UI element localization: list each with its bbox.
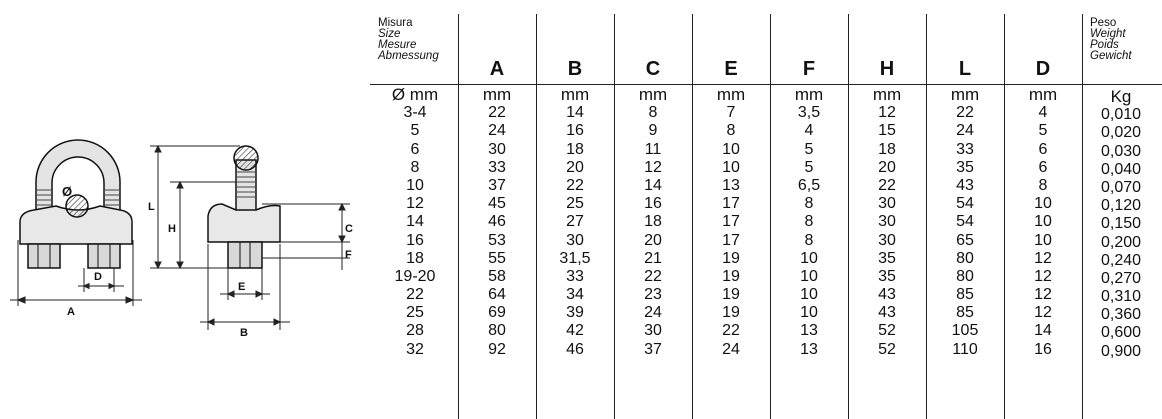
nut-right — [88, 244, 120, 268]
table-cell: 22 — [566, 176, 584, 194]
table-cell: 10 — [800, 286, 818, 304]
table-cell: 55 — [488, 249, 506, 267]
unit-cell: mm — [638, 85, 668, 104]
table-cell: 8 — [410, 158, 420, 176]
size-column — [376, 86, 454, 359]
table-cell: 42 — [566, 322, 584, 340]
header-size-it: Misura — [378, 17, 413, 29]
header-H: H — [879, 58, 895, 80]
table-cell: 12 — [1034, 267, 1052, 285]
header-weight-it: Peso — [1090, 17, 1117, 29]
table-cell: 16 — [1034, 340, 1052, 358]
table-cell: 52 — [878, 322, 896, 340]
table-cell: 12 — [1034, 304, 1052, 322]
table-cell: 3-4 — [403, 104, 427, 122]
table-cell: 0,310 — [1100, 288, 1142, 306]
table-cell: 0,010 — [1100, 106, 1142, 124]
table-cell: 22 — [644, 267, 662, 285]
unit-cell: mm — [482, 85, 512, 104]
unit-cell: mm — [794, 85, 824, 104]
table-cell: 18 — [878, 140, 896, 158]
dimension-F-label: F — [345, 249, 352, 261]
table-cell: 5 — [804, 158, 814, 176]
header-D: D — [1035, 58, 1051, 80]
table-cell: 0,600 — [1100, 324, 1142, 342]
table-cell: 0,040 — [1100, 160, 1142, 178]
table-cell: 0,240 — [1100, 251, 1142, 269]
table-cell: 110 — [952, 340, 978, 358]
table-cell: 19 — [722, 286, 740, 304]
header-weight-de: Gewicht — [1090, 50, 1132, 62]
unit-cell: Kg — [1110, 87, 1132, 106]
table-cell: 8 — [726, 122, 736, 140]
table-cell: 0,030 — [1100, 142, 1142, 160]
dimension-table — [370, 14, 1162, 419]
D-column — [1004, 86, 1082, 359]
dimension-H-label: H — [168, 223, 176, 235]
table-cell: 8 — [1038, 176, 1048, 194]
table-cell: 19 — [722, 249, 740, 267]
table-cell: 5 — [804, 140, 814, 158]
table-cell: 45 — [488, 195, 506, 213]
header-B: B — [567, 58, 583, 80]
table-cell: 85 — [956, 304, 974, 322]
table-cell: 10 — [722, 158, 740, 176]
table-cell: 0,070 — [1100, 178, 1142, 196]
E-column — [692, 86, 770, 359]
table-cell: 15 — [878, 122, 896, 140]
table-cell: 10 — [1034, 213, 1052, 231]
table-cell: 22 — [878, 176, 896, 194]
table-cell: 30 — [878, 195, 896, 213]
C-column — [614, 86, 692, 359]
table-cell: 7 — [726, 104, 736, 122]
header-F: F — [802, 58, 816, 80]
table-cell: 6 — [1038, 140, 1048, 158]
table-cell: 24 — [722, 340, 740, 358]
table-cell: 30 — [488, 140, 506, 158]
table-cell: 80 — [956, 249, 974, 267]
table-cell: 46 — [566, 340, 584, 358]
table-cell: 5 — [410, 122, 420, 140]
table-cell: 31,5 — [559, 249, 591, 267]
unit-cell: mm — [716, 85, 746, 104]
table-cell: 10 — [1034, 231, 1052, 249]
table-cell: 34 — [566, 286, 584, 304]
table-cell: 35 — [878, 267, 896, 285]
table-cell: 65 — [956, 231, 974, 249]
table-cell: 18 — [644, 213, 662, 231]
table-cell: 64 — [488, 286, 506, 304]
table-cell: 54 — [956, 195, 974, 213]
dimension-D-label: D — [94, 271, 102, 283]
table-cell: 12 — [878, 104, 896, 122]
table-cell: 4 — [1038, 104, 1048, 122]
table-cell: 14 — [644, 176, 662, 194]
table-cell: 12 — [644, 158, 662, 176]
table-cell: 19 — [722, 267, 740, 285]
F-column — [770, 86, 848, 359]
table-cell: 35 — [956, 158, 974, 176]
table-cell: 30 — [878, 231, 896, 249]
table-cell: 32 — [406, 340, 424, 358]
header-weight-en: Weight — [1090, 28, 1126, 40]
weight-column — [1082, 88, 1160, 361]
table-cell: 24 — [956, 122, 974, 140]
header-size-de: Abmessung — [378, 50, 439, 62]
dimension-E-label: E — [238, 281, 246, 293]
diameter-label: Ø — [62, 184, 73, 199]
table-cell: 27 — [566, 213, 584, 231]
table-cell: 21 — [644, 249, 662, 267]
table-cell: 10 — [800, 267, 818, 285]
unit-cell: mm — [950, 85, 980, 104]
header-L: L — [958, 58, 972, 80]
table-cell: 12 — [1034, 286, 1052, 304]
unit-cell: mm — [560, 85, 590, 104]
table-cell: 12 — [406, 195, 424, 213]
table-cell: 8 — [804, 213, 814, 231]
table-cell: 13 — [800, 322, 818, 340]
table-cell: 69 — [488, 304, 506, 322]
table-cell: 43 — [956, 176, 974, 194]
table-cell: 11 — [644, 140, 662, 158]
table-cell: 43 — [878, 304, 896, 322]
unit-cell: mm — [1028, 85, 1058, 104]
table-cell: 24 — [488, 122, 506, 140]
table-cell: 33 — [566, 267, 584, 285]
table-cell: 0,270 — [1100, 269, 1142, 287]
table-cell: 10 — [800, 249, 818, 267]
table-cell: 30 — [566, 231, 584, 249]
table-cell: 10 — [1034, 195, 1052, 213]
table-cell: 35 — [878, 249, 896, 267]
table-cell: 13 — [800, 340, 818, 358]
dimension-C-label: C — [345, 223, 353, 235]
table-cell: 39 — [566, 304, 584, 322]
table-cell: 30 — [878, 213, 896, 231]
table-cell: 14 — [1034, 322, 1052, 340]
table-cell: 33 — [488, 158, 506, 176]
table-cell: 10 — [406, 176, 424, 194]
side-view — [208, 146, 280, 268]
table-cell: 85 — [956, 286, 974, 304]
table-cell: 13 — [722, 176, 740, 194]
dimension-A-label: A — [67, 306, 75, 318]
table-cell: 53 — [488, 231, 506, 249]
table-cell: 58 — [488, 267, 506, 285]
table-cell: 16 — [644, 195, 662, 213]
table-cell: 4 — [804, 122, 814, 140]
table-cell: 46 — [488, 213, 506, 231]
A-column — [458, 86, 536, 359]
table-cell: 24 — [644, 304, 662, 322]
table-cell: 8 — [648, 104, 658, 122]
table-cell: 25 — [406, 304, 424, 322]
wire-rope-clip-drawing — [0, 0, 370, 419]
header-A: A — [489, 58, 505, 80]
table-cell: 20 — [878, 158, 896, 176]
table-cell: 0,200 — [1100, 233, 1142, 251]
table-cell: 12 — [1034, 249, 1052, 267]
L-column — [926, 86, 1004, 359]
table-cell: 28 — [406, 322, 424, 340]
nut-left — [28, 244, 60, 268]
front-view — [20, 140, 132, 268]
table-cell: 17 — [722, 195, 740, 213]
unit-cell: Ø mm — [391, 85, 439, 104]
table-cell: 8 — [804, 231, 814, 249]
table-cell: 52 — [878, 340, 896, 358]
bolt-top-section — [234, 146, 258, 170]
table-cell: 22 — [956, 104, 974, 122]
table-cell: 22 — [722, 322, 740, 340]
B-column — [536, 86, 614, 359]
table-cell: 92 — [488, 340, 506, 358]
table-cell: 8 — [804, 195, 814, 213]
table-cell: 9 — [648, 122, 658, 140]
table-cell: 19 — [722, 304, 740, 322]
table-cell: 37 — [488, 176, 506, 194]
table-cell: 17 — [722, 213, 740, 231]
header-E: E — [724, 58, 738, 80]
table-cell: 0,360 — [1100, 306, 1142, 324]
table-cell: 5 — [1038, 122, 1048, 140]
table-cell: 20 — [566, 158, 584, 176]
table-cell: 14 — [566, 104, 584, 122]
table-cell: 0,020 — [1100, 124, 1142, 142]
table-cell: 54 — [956, 213, 974, 231]
table-cell: 23 — [644, 286, 662, 304]
table-cell: 6 — [410, 140, 420, 158]
table-cell: 10 — [722, 140, 740, 158]
table-cell: 17 — [722, 231, 740, 249]
table-cell: 80 — [488, 322, 506, 340]
dimension-L-label: L — [148, 201, 155, 213]
table-cell: 25 — [566, 195, 584, 213]
table-cell: 3,5 — [797, 104, 821, 122]
weight-column-header — [1090, 18, 1132, 62]
saddle-side — [208, 204, 280, 242]
table-cell: 105 — [951, 322, 979, 340]
table-cell: 18 — [406, 249, 424, 267]
header-size-fr: Mesure — [378, 39, 417, 51]
table-cell: 14 — [406, 213, 424, 231]
table-cell: 10 — [800, 304, 818, 322]
table-cell: 16 — [406, 231, 424, 249]
table-cell: 33 — [956, 140, 974, 158]
table-cell: 37 — [644, 340, 662, 358]
size-column-header — [378, 18, 439, 62]
header-weight-fr: Poids — [1090, 39, 1119, 51]
table-cell: 6 — [1038, 158, 1048, 176]
H-column — [848, 86, 926, 359]
table-cell: 6,5 — [797, 176, 821, 194]
table-cell: 0,120 — [1100, 197, 1142, 215]
table-cell: 0,150 — [1100, 215, 1142, 233]
table-cell: 19-20 — [394, 267, 436, 285]
nut-side — [228, 242, 262, 268]
table-cell: 43 — [878, 286, 896, 304]
table-cell: 22 — [406, 286, 424, 304]
table-cell: 16 — [566, 122, 584, 140]
table-cell: 22 — [488, 104, 506, 122]
table-cell: 18 — [566, 140, 584, 158]
unit-cell: mm — [872, 85, 902, 104]
table-cell: 30 — [644, 322, 662, 340]
table-cell: 0,900 — [1100, 342, 1142, 360]
table-cell: 80 — [956, 267, 974, 285]
dimension-B-label: B — [240, 327, 248, 339]
table-cell: 20 — [644, 231, 662, 249]
header-size-en: Size — [378, 28, 401, 40]
header-C: C — [645, 58, 661, 80]
